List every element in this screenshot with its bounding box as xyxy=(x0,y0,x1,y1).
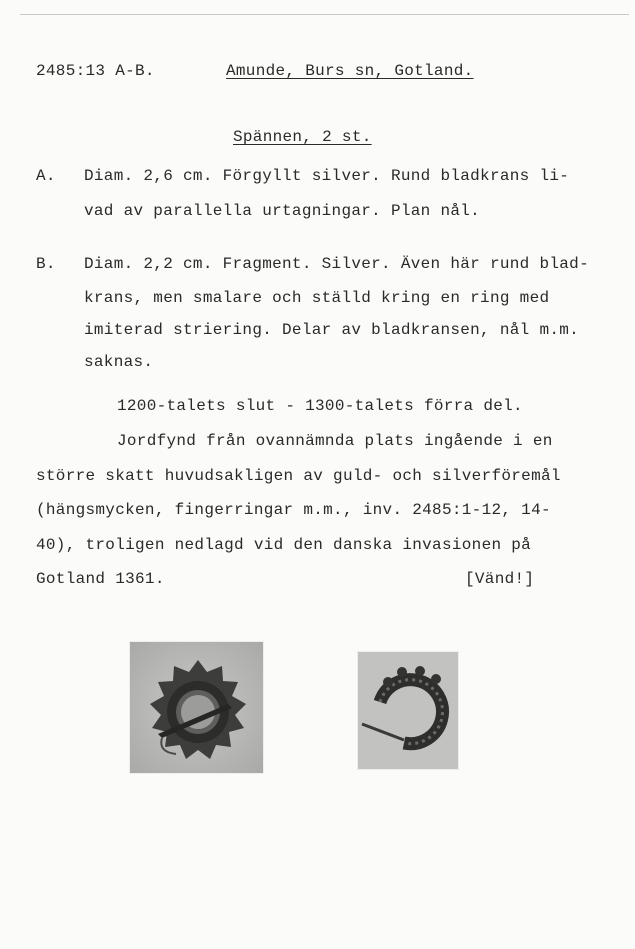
context-line-5: Gotland 1361. xyxy=(36,570,165,588)
item-b-line-4: saknas. xyxy=(84,353,154,371)
context-line-3: (hängsmycken, fingerringar m.m., inv. 2485:1-12, 14- xyxy=(36,501,551,519)
brooch-a-image xyxy=(130,642,263,773)
object-heading: Spännen, 2 st. xyxy=(233,128,372,146)
inventory-number: 2485:13 A-B. xyxy=(36,62,155,80)
context-line-4: 40), troligen nedlagd vid den danska invasionen på xyxy=(36,536,532,554)
item-a-line-1: Diam. 2,6 cm. Förgyllt silver. Rund bladkrans li- xyxy=(84,167,570,185)
item-b-line-1: Diam. 2,2 cm. Fragment. Silver. Även här rund blad- xyxy=(84,255,589,273)
item-b-marker: B. xyxy=(36,255,56,273)
item-a-marker: A. xyxy=(36,167,56,185)
brooch-b-image xyxy=(358,652,458,769)
brooch-b-photo xyxy=(358,652,458,769)
brooch-a-photo xyxy=(130,642,263,773)
context-line-1: Jordfynd från ovannämnda plats ingående i en xyxy=(117,432,553,450)
item-a-line-2: vad av parallella urtagningar. Plan nål. xyxy=(84,202,481,220)
turn-over-note: [Vänd!] xyxy=(465,570,535,588)
item-b-line-2: krans, men smalare och ställd kring en ring med xyxy=(84,289,550,307)
context-line-2: större skatt huvudsakligen av guld- och silverföremål xyxy=(36,467,561,485)
card-top-edge xyxy=(20,14,629,15)
dating-text: 1200-talets slut - 1300-talets förra del. xyxy=(117,397,523,415)
item-b-line-3: imiterad striering. Delar av bladkransen, nål m.m. xyxy=(84,321,580,339)
find-location: Amunde, Burs sn, Gotland. xyxy=(226,62,474,80)
